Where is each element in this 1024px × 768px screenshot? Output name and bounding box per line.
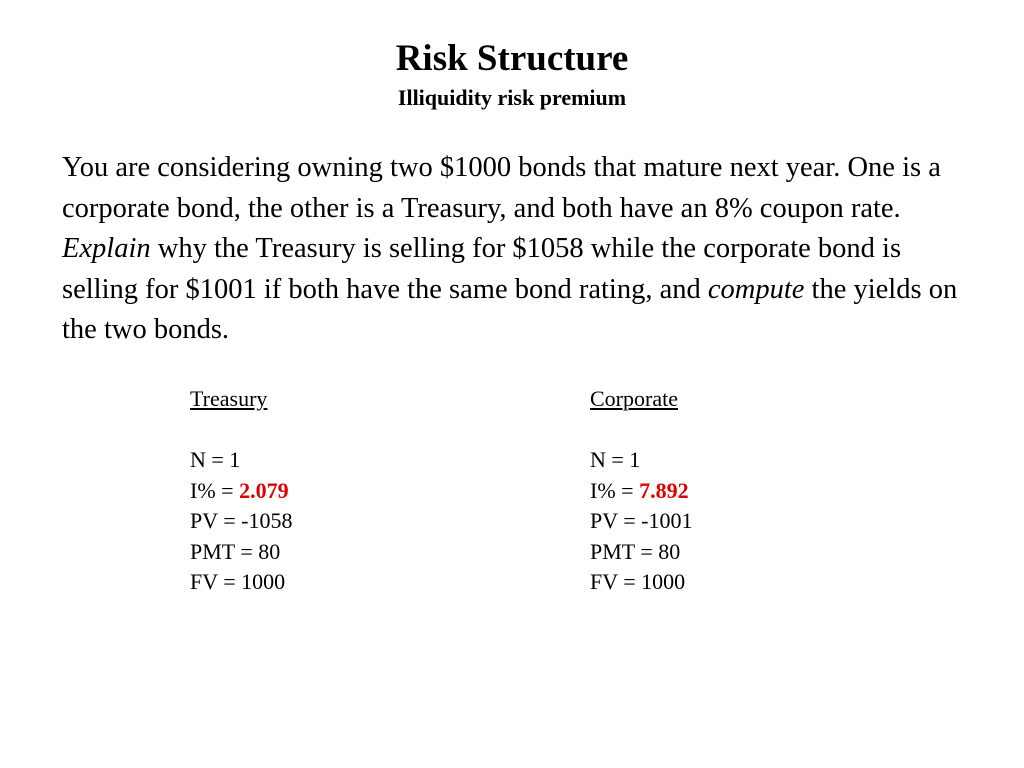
explain-word: Explain xyxy=(62,233,151,264)
corporate-n: N = 1 xyxy=(590,447,641,472)
treasury-fv: FV = 1000 xyxy=(190,569,286,594)
treasury-column xyxy=(190,384,292,598)
compute-word: compute xyxy=(707,273,805,305)
slide-subtitle: Illiquidity risk premium xyxy=(397,85,627,110)
corporate-i-label: I% = xyxy=(590,477,640,503)
treasury-i-label: I% = xyxy=(190,477,240,503)
treasury-i-value: 2.079 xyxy=(239,477,289,503)
slide-title: Risk Structure xyxy=(395,38,629,79)
paragraph-part-1: You are considering owning two $1000 bonds that mature next year. One is a corporate bond, the other is a Treasury, and both have an 8% coupon rate. xyxy=(62,152,941,224)
corporate-column xyxy=(590,384,692,598)
corporate-fv: FV = 1000 xyxy=(590,569,686,594)
paragraph-part-3: the yields on the two bonds. xyxy=(62,273,958,345)
corporate-pmt: PMT = 80 xyxy=(590,538,681,564)
corporate-i-value: 7.892 xyxy=(639,477,689,503)
corporate-pv: PV = -1001 xyxy=(590,508,693,533)
treasury-pv: PV = -1058 xyxy=(190,508,293,533)
treasury-n: N = 1 xyxy=(190,447,241,472)
treasury-spacer xyxy=(190,415,292,446)
treasury-pmt: PMT = 80 xyxy=(190,538,281,564)
treasury-header: Treasury xyxy=(190,386,268,411)
question-paragraph xyxy=(62,148,962,351)
treasury-interest-line xyxy=(190,476,292,507)
paragraph-part-2: why the Treasury is selling for $1058 while the corporate bond is selling for $1001 if both have the same bond rating, and xyxy=(62,233,902,305)
corporate-header: Corporate xyxy=(590,386,678,411)
corporate-spacer xyxy=(590,415,692,446)
corporate-interest-line xyxy=(590,476,692,507)
